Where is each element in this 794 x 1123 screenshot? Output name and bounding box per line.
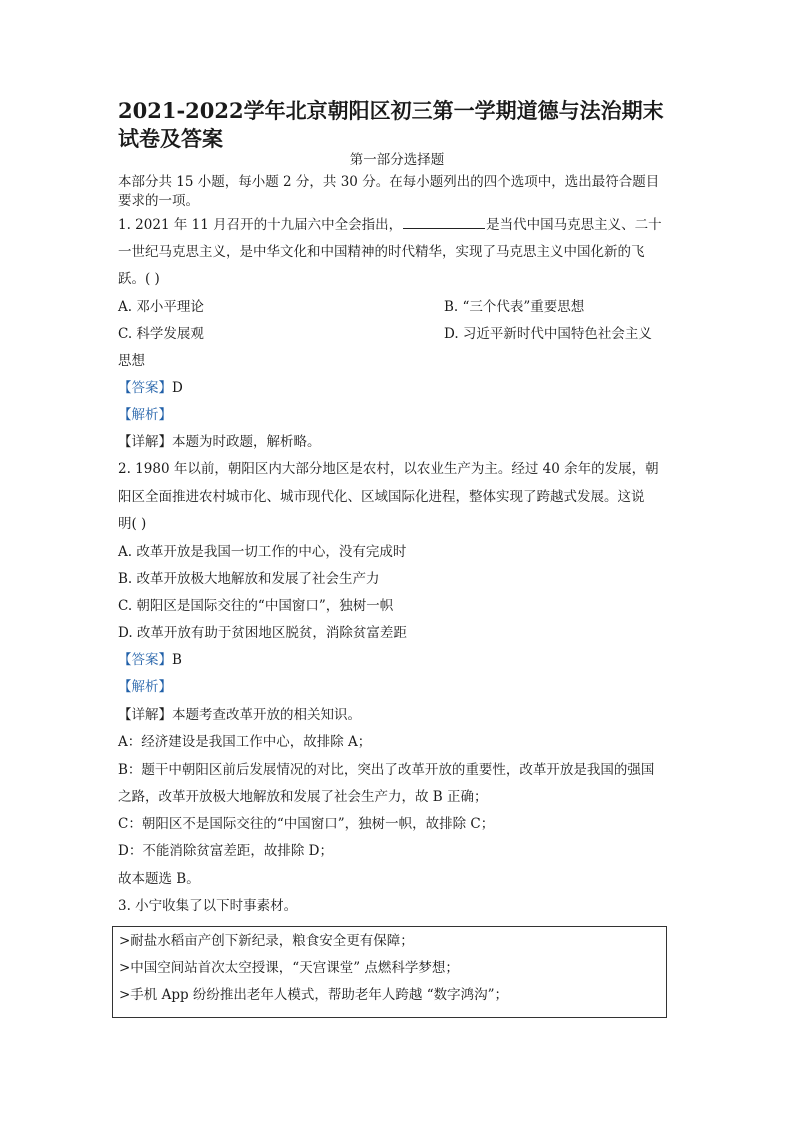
q3-material-item: >中国空间站首次太空授课，“天宫课堂” 点燃科学梦想； bbox=[119, 960, 459, 976]
q2-conclusion: 故本题选 B。 bbox=[118, 871, 200, 887]
q2-detail bbox=[118, 706, 361, 724]
q2-option-b: B. 改革开放极大地解放和发展了社会生产力 bbox=[118, 571, 380, 587]
section-title: 第一部分选择题 bbox=[349, 152, 445, 168]
q1-stem-line-2: 一世纪马克思主义，是中华文化和中国精神的时代精华，实现了马克思主义中国化新的飞 bbox=[118, 244, 645, 260]
q2-detail-text: 本题考查改革开放的相关知识。 bbox=[172, 707, 361, 723]
q1-answer-label: 【答案】 bbox=[118, 380, 172, 396]
q2-stem-line-3: 明( ) bbox=[118, 516, 147, 532]
q2-analysis-label: 【解析】 bbox=[118, 679, 172, 695]
q2-answer-label: 【答案】 bbox=[118, 652, 172, 668]
q2-answer bbox=[118, 651, 182, 669]
q2-option-c: C. 朝阳区是国际交往的“中国窗口”，独树一帜 bbox=[118, 598, 394, 614]
q2-explanation-c: C：朝阳区不是国际交往的“中国窗口”，独树一帜，故排除 C； bbox=[118, 816, 495, 832]
q3-material-item: >耐盐水稻亩产创下新纪录，粮食安全更有保障； bbox=[119, 933, 414, 949]
q2-explanation-a: A：经济建设是我国工作中心，故排除 A； bbox=[118, 734, 372, 750]
q2-option-d: D. 改革开放有助于贫困地区脱贫，消除贫富差距 bbox=[118, 625, 407, 641]
q1-stem-line-1 bbox=[118, 216, 662, 234]
q1-answer-blank bbox=[403, 216, 485, 229]
q1-detail bbox=[118, 433, 321, 451]
q1-answer-value: D bbox=[172, 380, 183, 396]
q3-materials-box bbox=[112, 926, 667, 1018]
q2-detail-label: 【详解】 bbox=[118, 707, 172, 723]
q2-option-a: A. 改革开放是我国一切工作的中心，没有完成时 bbox=[118, 544, 407, 560]
q1-option-d: D. 习近平新时代中国特色社会主义 bbox=[444, 326, 652, 342]
q3-stem: 3. 小宁收集了以下时事素材。 bbox=[118, 898, 298, 914]
q1-option-d-continued: 思想 bbox=[118, 353, 145, 369]
q3-material-item: >手机 App 纷纷推出老年人模式，帮助老年人跨越 “数字鸿沟”； bbox=[119, 987, 509, 1003]
q1-detail-text: 本题为时政题，解析略。 bbox=[172, 434, 321, 450]
q1-option-c: C. 科学发展观 bbox=[118, 326, 204, 342]
instructions-line-1: 本部分共 15 小题，每小题 2 分，共 30 分。在每小题列出的四个选项中，选出最符合题目 bbox=[118, 174, 660, 190]
q2-explanation-b: B：题干中朝阳区前后发展情况的对比，突出了改革开放的重要性，改革开放是我国的强国 bbox=[118, 762, 655, 778]
q2-explanation-b-continued: 之路，改革开放极大地解放和发展了社会生产力，故 B 正确； bbox=[118, 789, 488, 805]
q2-answer-value: B bbox=[172, 652, 182, 668]
q1-answer bbox=[118, 379, 183, 397]
q1-stem-pre: 1. 2021 年 11 月召开的十九届六中全会指出， bbox=[118, 217, 403, 233]
q1-detail-label: 【详解】 bbox=[118, 434, 172, 450]
q2-stem-line-2: 阳区全面推进农村城市化、城市现代化、区域国际化进程，整体实现了跨越式发展。这说 bbox=[118, 489, 645, 505]
q1-stem-post: 是当代中国马克思主义、二十 bbox=[486, 217, 662, 233]
q1-stem-line-3: 跃。( ) bbox=[118, 271, 160, 287]
q1-option-b: B. “三个代表”重要思想 bbox=[444, 299, 585, 315]
q1-option-a: A. 邓小平理论 bbox=[118, 299, 204, 315]
document-title: 2021-2022学年北京朝阳区初三第一学期道德与法治期末试卷及答案 bbox=[118, 98, 664, 151]
instructions-line-2: 要求的一项。 bbox=[118, 193, 199, 209]
q1-analysis-label: 【解析】 bbox=[118, 407, 172, 423]
q2-stem-line-1: 2. 1980 年以前，朝阳区内大部分地区是农村，以农业生产为主。经过 40 余年的发展，朝 bbox=[118, 461, 659, 477]
q2-explanation-d: D：不能消除贫富差距，故排除 D； bbox=[118, 843, 333, 859]
